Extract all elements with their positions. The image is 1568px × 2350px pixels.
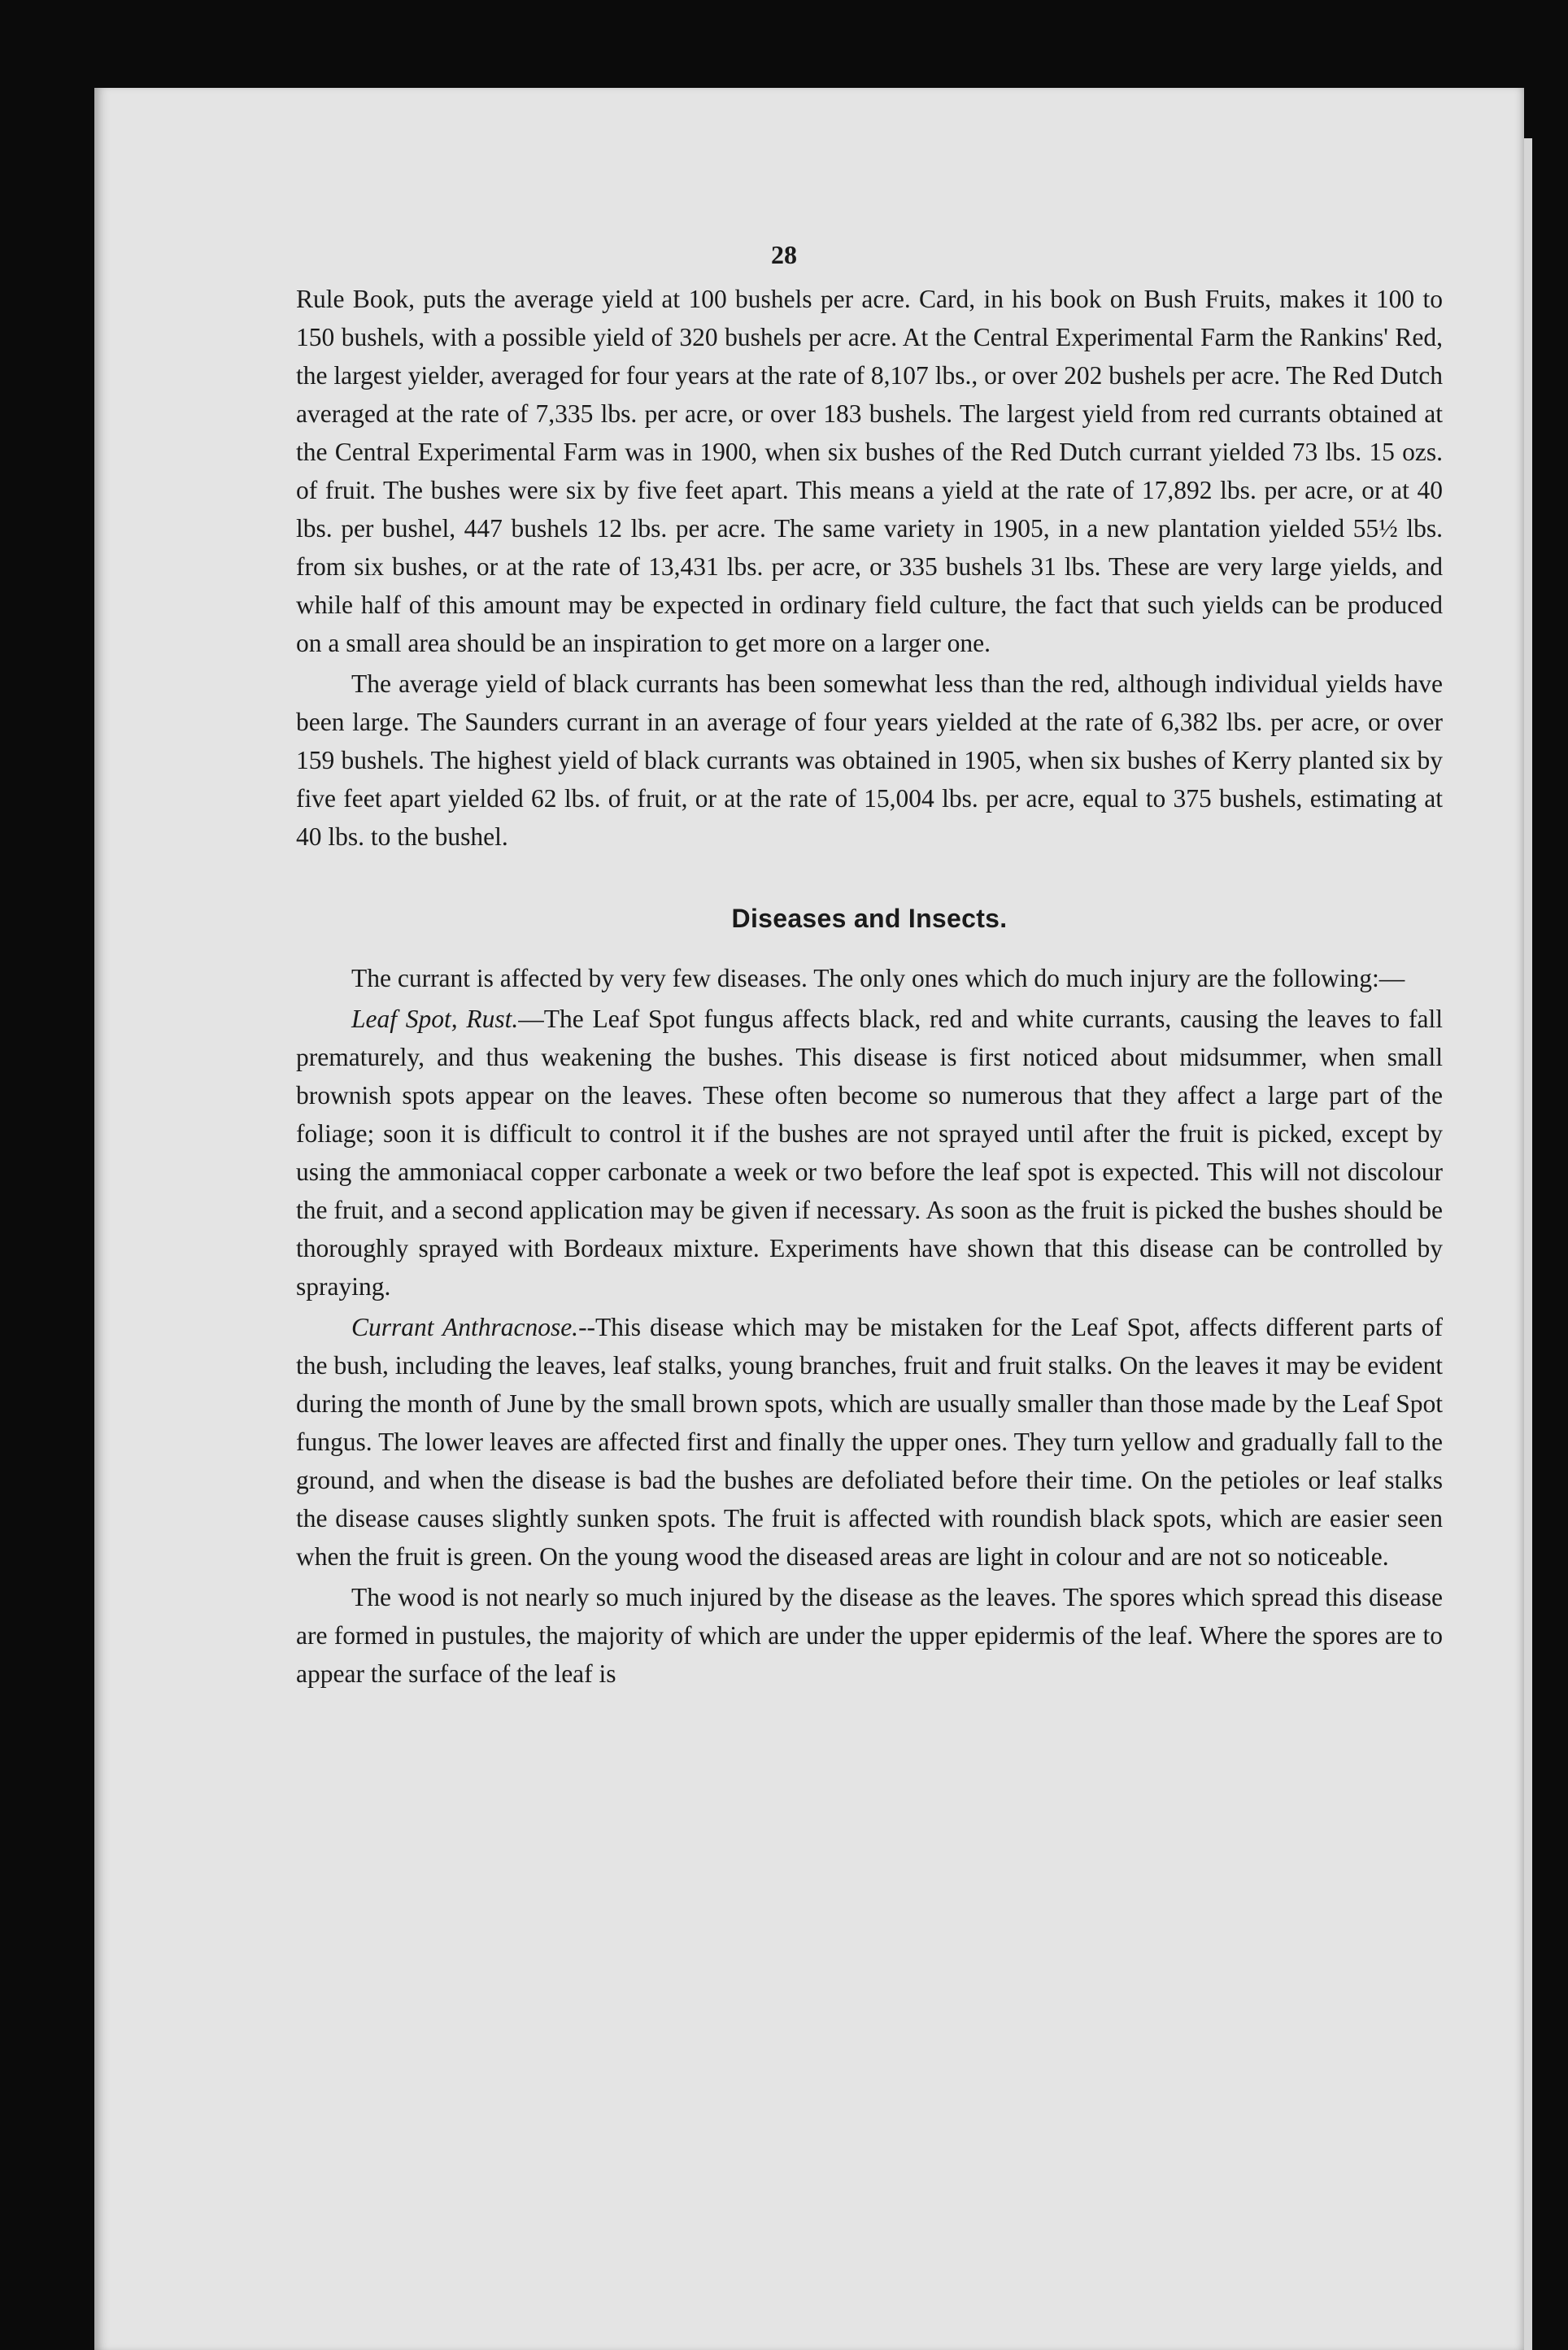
paragraph-yield-black: The average yield of black currants has been somewhat less than the red, although individual yields have been large. The Saunders currant in an average of four years yielded at the rate of 6,382 lbs. per acre, or over 159 bushels. The highest yield of black currants was obtained in 1905, when six bushes of Kerry planted six by five feet apart yielded 62 lbs. of fruit, or at the rate of 15,004 lbs. per acre, equal to 375 bushels, estimating at 40 lbs. to the bushel.: [296, 669, 1443, 851]
leaf-spot-text: —The Leaf Spot fungus affects black, red and white currants, causing the leaves to fall prematurely, and thus weakening the bushes. This disease is first noticed about midsummer, when small brownish spots appear on the leaves. These often become so numerous that they affect a large part of the foliage; soon it is difficult to control it if the bushes are not sprayed until after the fruit is picked, except by using the ammoniacal copper carbonate a week or two before the leaf spot is expected. This will not discolour the fruit, and a second application may be given if necessary. As soon as the fruit is picked the bushes should be thoroughly sprayed with Bordeaux mixture. Experiments have shown that this disease can be controlled by spraying.: [296, 1005, 1443, 1301]
section-heading: Diseases and Insects.: [731, 904, 1008, 933]
leaf-spot-title: Leaf Spot, Rust.: [351, 1005, 519, 1033]
paragraph-yield-red: Rule Book, puts the average yield at 100 bushels per acre. Card, in his book on Bush Fruits, makes it 100 to 150 bushels, with a possible yield of 320 bushels per acre. At the Central Experimental Farm the Rankins' Red, the largest yielder, averaged for four years at the rate of 8,107 lbs., or over 202 bushels per acre. The Red Dutch averaged at the rate of 7,335 lbs. per acre, or over 183 bushels. The largest yield from red currants obtained at the Central Experimental Farm was in 1900, when six bushes of the Red Dutch currant yielded 73 lbs. 15 ozs. of fruit. The bushes were six by five feet apart. This means a yield at the rate of 17,892 lbs. per acre, or at 40 lbs. per bushel, 447 bushels 12 lbs. per acre. The same variety in 1905, in a new plantation yielded 55½ lbs. from six bushes, or at the rate of 13,431 lbs. per acre, or 335 bushels 31 lbs. These are very large yields, and while half of this amount may be expected in ordinary field culture, the fact that such yields can be produced on a small area should be an inspiration to get more on a larger one.: [296, 285, 1443, 657]
paragraph-wood: The wood is not nearly so much injured by the disease as the leaves. The spores which spread this disease are formed in pustules, the majority of which are under the upper epidermis of the leaf. Where the spores are to appear the surface of the leaf is: [296, 1583, 1443, 1688]
page-edge: [1524, 138, 1532, 2350]
page-body: [296, 280, 1443, 1693]
paragraph-diseases-intro: The currant is affected by very few diseases. The only ones which do much injury are the following:—: [351, 964, 1405, 992]
anthracnose-text: --This disease which may be mistaken for the Leaf Spot, affects different parts of the bush, including the leaves, leaf stalks, young branches, fruit and fruit stalks. On the leaves it may be evident during the month of June by the small brown spots, which are usually smaller than those made by the Leaf Spot fungus. The lower leaves are affected first and finally the upper ones. They turn yellow and gradually fall to the ground, and when the disease is bad the bushes are defoliated before their time. On the petioles or leaf stalks the disease causes slightly sunken spots. The fruit is affected with roundish black spots, which are easier seen when the fruit is green. On the young wood the diseased areas are light in colour and are not so noticeable.: [296, 1313, 1443, 1571]
page-number: 28: [771, 240, 797, 269]
anthracnose-title: Currant Anthracnose.: [351, 1313, 579, 1341]
paragraph-anthracnose: [296, 1308, 1443, 1576]
paragraph-leaf-spot: [296, 1000, 1443, 1306]
